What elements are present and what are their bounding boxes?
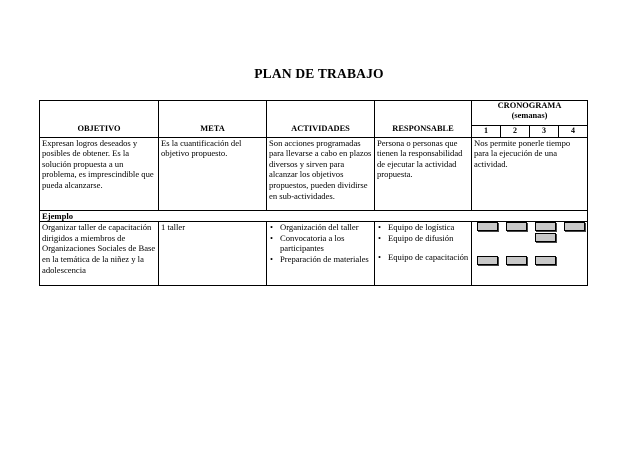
example-cronograma [472, 222, 588, 286]
ejemplo-label: Ejemplo [40, 210, 588, 222]
work-plan-table [39, 100, 588, 286]
gantt-bar-convocatoria-w3 [535, 233, 556, 242]
example-actividades [267, 222, 375, 286]
desc-actividades: Son acciones programadas para llevarse a cabo en plazos diversos y sirven para alcanzar los objetivos propuestos, pueden dividirse en sub-actividades. [267, 137, 375, 210]
ejemplo-row [40, 210, 588, 222]
gantt-bar-organizacion-w4 [564, 222, 585, 231]
page-title: PLAN DE TRABAJO [254, 66, 384, 81]
desc-responsable: Persona o personas que tienen la responsabilidad de ejecutar la actividad propuesta. [375, 137, 472, 210]
header-actividades: ACTIVIDADES [267, 101, 375, 138]
gantt-bar-organizacion-w2 [506, 222, 527, 231]
week-3: 3 [530, 126, 559, 138]
desc-cronograma: Nos permite ponerle tiempo para la ejecución de una actividad. [472, 137, 588, 210]
week-4: 4 [559, 126, 588, 138]
example-responsable [375, 222, 472, 286]
responsables-list [377, 222, 469, 263]
header-objetivo: OBJETIVO [40, 101, 159, 138]
responsable-item: • Equipo de logística [377, 222, 469, 233]
gantt-bar-organizacion-w3 [535, 222, 556, 231]
week-1: 1 [472, 126, 501, 138]
activity-item: • Preparación de materiales [269, 254, 372, 265]
desc-objetivo: Expresan logros deseados y posibles de obtener. Es la solución propuesta a un problema, es imprescindible que pueda alcanzarse. [40, 137, 159, 210]
gantt-bar-materiales-w1 [477, 256, 498, 265]
activity-item: • Organización del taller [269, 222, 372, 233]
header-cronograma [472, 101, 588, 126]
activity-item: • Convocatoria a los participantes [269, 233, 372, 254]
description-row [40, 137, 588, 210]
header-responsable: RESPONSABLE [375, 101, 472, 138]
activities-list [269, 222, 372, 264]
cronograma-label: CRONOGRAMA [497, 101, 562, 110]
gantt-bars [474, 222, 585, 278]
gantt-bar-organizacion-w1 [477, 222, 498, 231]
gantt-bar-materiales-w2 [506, 256, 527, 265]
week-2: 2 [501, 126, 530, 138]
header-meta: META [159, 101, 267, 138]
responsable-item: • Equipo de capacitación [377, 252, 469, 263]
example-row [40, 222, 588, 286]
desc-meta: Es la cuantificación del objetivo propuesto. [159, 137, 267, 210]
gantt-bar-materiales-w3 [535, 256, 556, 265]
header-row [40, 101, 588, 126]
example-meta: 1 taller [159, 222, 267, 286]
semanas-label: (semanas) [511, 111, 548, 120]
responsable-item: • Equipo de difusión [377, 233, 469, 244]
example-objetivo: Organizar taller de capacitación dirigidos a miembros de Organizaciones Sociales de Base en la temática de la niñez y la adolescencia [40, 222, 159, 286]
